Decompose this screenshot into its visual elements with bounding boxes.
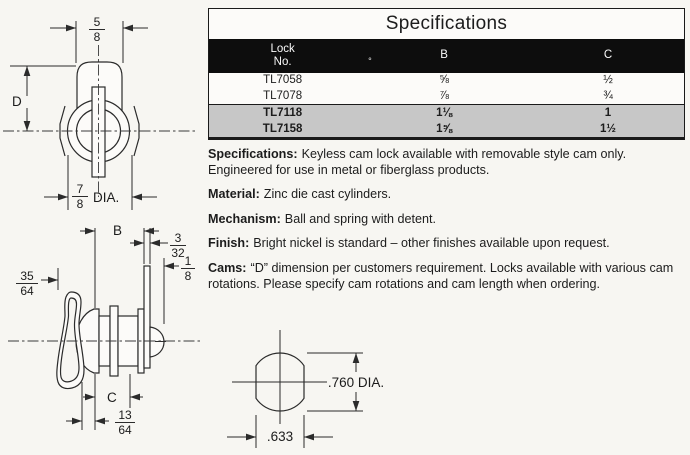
dim-stem-den: 64 <box>118 423 132 437</box>
dim-bottom-denominator: 8 <box>76 197 84 211</box>
dim-top-denominator: 8 <box>93 30 101 44</box>
cell-b: 1⅝ <box>436 123 453 135</box>
note-text: Zinc die cast cylinders. <box>263 187 392 202</box>
dim-cam-offset-num: 1 <box>184 254 192 268</box>
notes-block <box>208 147 682 301</box>
cell-b: ⅝ <box>439 74 449 86</box>
dim-cam-offset-den: 8 <box>184 269 192 283</box>
front-view-lock-body <box>3 45 196 197</box>
note-finish <box>208 236 682 252</box>
mounting-hole-drawing <box>215 320 430 455</box>
table-row <box>209 89 684 105</box>
cell-lock-no: TL7058 <box>263 74 303 86</box>
note-text: Keyless cam lock available with removable style cam only. Engineered for use in metal or fiberglass products. <box>208 147 627 177</box>
cam-bar <box>144 266 150 368</box>
table-row <box>209 121 684 137</box>
dim-top-numerator: 5 <box>93 15 101 29</box>
table-body <box>209 73 684 137</box>
hole-dimensions <box>227 353 384 448</box>
cell-c: ¾ <box>603 89 613 102</box>
dim-dia-suffix: DIA. <box>93 190 120 205</box>
front-view-drawing <box>0 5 205 217</box>
dim-dia-label: .760 DIA. <box>327 375 385 390</box>
dim-knob-den: 64 <box>20 284 34 298</box>
dim-width-label: .633 <box>266 429 294 444</box>
dim-b-label: B <box>113 223 123 238</box>
hole-shape <box>232 330 327 424</box>
note-text: “D” dimension per customers requirement. Locks available with various cam rotations. Please specify cam rotations and cam length when ordering. <box>208 261 674 291</box>
cell-b: ⅞ <box>439 89 449 102</box>
note-label: Cams: <box>208 261 247 276</box>
dim-knob-num: 35 <box>20 269 34 283</box>
cell-c: ½ <box>603 74 613 86</box>
side-view-drawing <box>0 218 215 455</box>
note-material <box>208 187 682 203</box>
note-mechanism <box>208 212 682 228</box>
dim-c-label: C <box>107 390 117 405</box>
note-label: Material: <box>208 187 260 202</box>
cell-c: 1 <box>604 107 612 119</box>
dim-stem-num: 13 <box>118 408 132 422</box>
note-label: Finish: <box>208 236 250 251</box>
table-title: Specifications <box>385 13 508 34</box>
col-header-lock-no <box>209 43 356 69</box>
spec-table <box>208 8 685 140</box>
cell-lock-no: TL7118 <box>263 107 303 119</box>
side-view-lock-body <box>8 266 200 389</box>
cell-b: 1⅛ <box>436 107 453 119</box>
dim-d-label: D <box>12 94 22 109</box>
note-cams <box>208 261 682 292</box>
note-text: Bright nickel is standard – other finishes available upon request. <box>253 236 610 251</box>
cell-c: 1½ <box>600 123 616 135</box>
note-label: Mechanism: <box>208 211 281 226</box>
note-text: Ball and spring with detent. <box>284 211 437 226</box>
note-specifications <box>208 147 682 178</box>
cell-lock-no: TL7158 <box>262 123 303 135</box>
col-header-c: C <box>603 49 613 62</box>
col-header-lock-line1: Lock <box>270 42 295 55</box>
dim-cam-thickness-num: 3 <box>174 231 182 245</box>
cell-lock-no: TL7078 <box>263 89 303 102</box>
wing-knob <box>57 292 84 389</box>
col-header-b: B <box>440 49 448 62</box>
table-header <box>209 39 684 73</box>
dim-bottom-numerator: 7 <box>76 182 84 196</box>
dim-cam-thickness-den: 32 <box>171 246 185 260</box>
col-header-lock-line2: No. <box>273 56 292 68</box>
table-row <box>209 104 684 121</box>
table-row <box>209 73 684 89</box>
stray-dot-artifact: ° <box>368 56 372 66</box>
note-label: Specifications: <box>208 147 298 161</box>
